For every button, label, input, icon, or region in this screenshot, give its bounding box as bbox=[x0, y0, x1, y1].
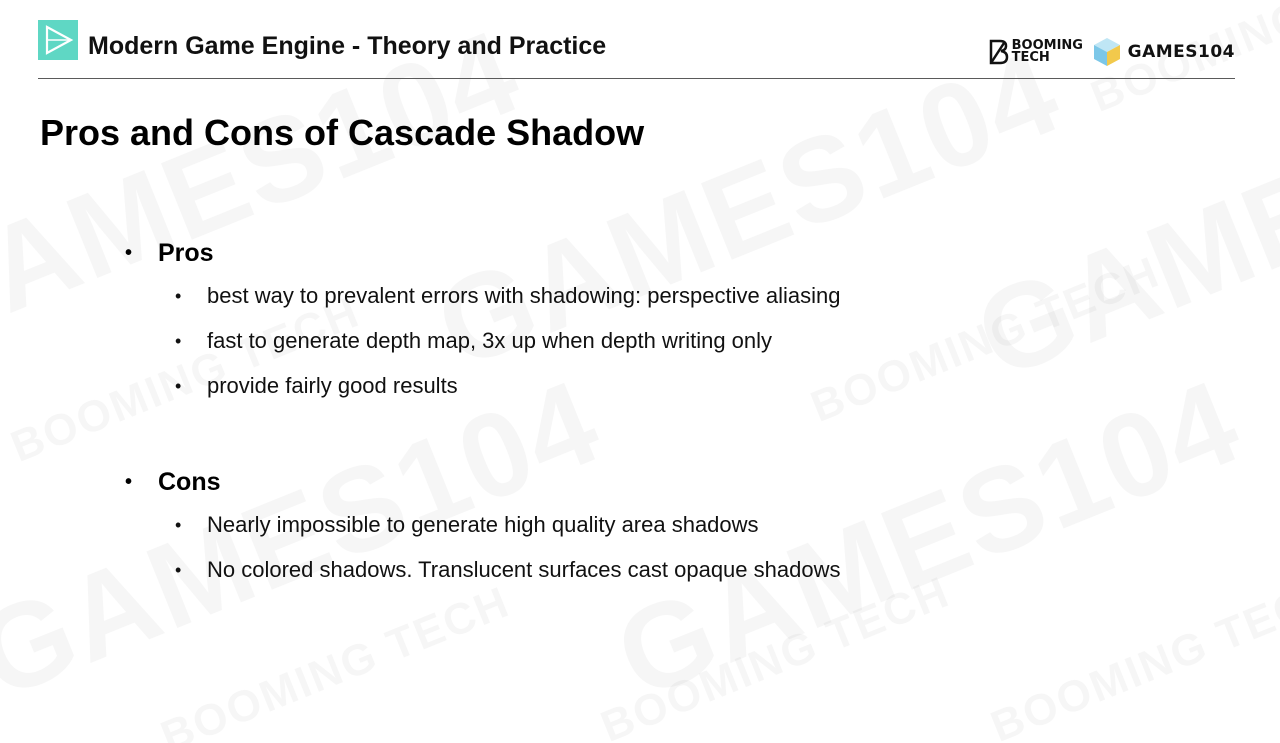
list-item bbox=[175, 281, 840, 326]
watermark-games bbox=[958, 32, 1280, 406]
bullet-icon: • bbox=[175, 376, 182, 396]
bullet-icon: • bbox=[175, 286, 182, 306]
watermark-booming bbox=[806, 252, 1165, 428]
cons-list bbox=[125, 510, 840, 600]
games-cube-icon bbox=[1092, 36, 1122, 68]
list-item bbox=[175, 371, 840, 416]
bullet-icon: • bbox=[175, 515, 182, 535]
list-item-text: Nearly impossible to generate high quality area shadows bbox=[207, 512, 759, 537]
slide-title: Pros and Cons of Cascade Shadow bbox=[40, 112, 645, 153]
bullet-icon: • bbox=[175, 331, 182, 351]
pros-heading: Pros bbox=[158, 239, 214, 267]
list-item bbox=[175, 555, 840, 600]
booming-tech-text: BOOMING TECH bbox=[1011, 38, 1083, 65]
list-item-text: best way to prevalent errors with shadowing: perspective aliasing bbox=[207, 283, 841, 308]
list-item-text: provide fairly good results bbox=[207, 373, 458, 398]
cons-heading-row bbox=[125, 466, 840, 498]
booming-tech-logo bbox=[988, 39, 1082, 65]
cons-section bbox=[125, 466, 840, 600]
cons-heading: Cons bbox=[158, 468, 221, 496]
list-item bbox=[175, 326, 840, 371]
pros-heading-row bbox=[125, 237, 840, 269]
bullet-icon: • bbox=[125, 471, 133, 493]
games104-text: GAMES104 bbox=[1127, 42, 1235, 62]
bullet-icon: • bbox=[175, 560, 182, 580]
pros-section bbox=[125, 237, 840, 416]
list-item bbox=[175, 510, 840, 555]
pros-list bbox=[125, 281, 840, 416]
brand-logos bbox=[988, 34, 1235, 70]
course-title: Modern Game Engine - Theory and Practice bbox=[88, 32, 607, 60]
play-logo-icon bbox=[38, 20, 78, 60]
list-item-text: No colored shadows. Translucent surfaces cast opaque shadows bbox=[207, 557, 841, 582]
watermark-booming bbox=[986, 572, 1280, 743]
watermark-booming bbox=[156, 582, 515, 743]
slide-header bbox=[38, 20, 1235, 79]
list-item-text: fast to generate depth map, 3x up when depth writing only bbox=[207, 328, 773, 353]
bullet-icon: • bbox=[125, 242, 133, 264]
booming-b-icon bbox=[988, 39, 1010, 65]
